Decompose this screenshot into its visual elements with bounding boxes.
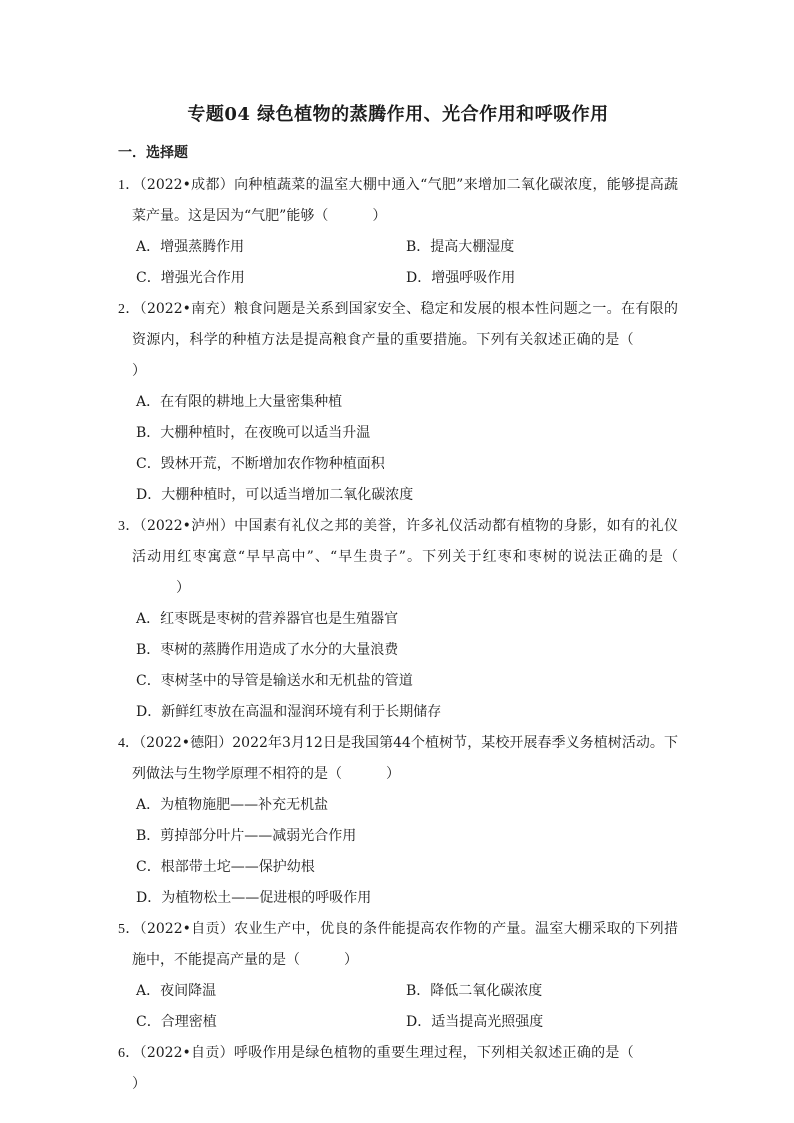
question-stem [118,914,678,976]
option-row [136,1007,678,1038]
question-3 [118,511,678,728]
question-text: （2022•自贡）农业生产中，优良的条件能提高农作物的产量。温室大棚采取的下列措施中，不能提高产量的是（ [132,921,678,968]
option-list [118,232,678,294]
option-row [136,976,678,1007]
option-row [136,697,678,728]
option-row [136,449,678,480]
closing-paren: ） [386,766,400,782]
question-text: （2022•德阳）2022年3月12日是我国第44个植树节，某校开展春季义务植树活动。下列做法与生物学原理不相符的是（ [132,735,678,782]
question-number: 5． [118,922,140,937]
option-row [136,883,678,914]
option-row [136,666,678,697]
question-6 [118,1038,678,1100]
closing-paren: ） [176,580,190,596]
option-b: B．剪掉部分叶片——减弱光合作用 [136,828,357,844]
option-row [136,790,678,821]
option-c: C．毁林开荒，不断增加农作物种植面积 [136,456,385,472]
question-number: 4． [118,736,140,751]
question-text: （2022•自贡）呼吸作用是绿色植物的重要生理过程，下列相关叙述正确的是（ [139,1045,634,1061]
option-b: B．降低二氧化碳浓度 [406,983,543,999]
question-2 [118,294,678,511]
option-c: C．增强光合作用 [136,270,245,286]
question-1 [118,170,678,294]
option-d: D．为植物松土——促进根的呼吸作用 [136,890,372,906]
closing-paren: ） [132,363,146,379]
question-number: 3． [118,519,140,534]
option-row [136,821,678,852]
closing-paren: ） [344,952,358,968]
document-page [118,100,678,1100]
question-text: （2022•泸州）中国素有礼仪之邦的美誉，许多礼仪活动都有植物的身影，如有的礼仪活动用红枣寓意“早早高中”、“早生贵子”。下列关于红枣和枣树的说法正确的是（ [132,518,678,565]
option-d: D．增强呼吸作用 [406,270,516,286]
option-list [118,604,678,728]
option-b: B．大棚种植时，在夜晚可以适当升温 [136,425,371,441]
question-number: 6． [118,1046,140,1061]
question-stem [118,294,678,387]
question-stem [118,1038,678,1100]
question-stem [118,728,678,790]
question-text: （2022•南充）粮食问题是关系到国家安全、稳定和发展的根本性问题之一。在有限的资源内，科学的种植方法是提高粮食产量的重要措施。下列有关叙述正确的是（ [132,301,678,348]
question-stem [118,170,678,232]
option-list [118,976,678,1038]
option-c: C．根部带土坨——保护幼根 [136,859,315,875]
option-row [136,418,678,449]
option-d: D．大棚种植时，可以适当增加二氧化碳浓度 [136,487,414,503]
option-row [136,387,678,418]
option-a: A．为植物施肥——补充无机盐 [136,797,329,813]
option-row [136,635,678,666]
option-row [136,232,678,263]
option-list [118,790,678,914]
option-b: B．提高大棚湿度 [406,239,515,255]
question-5 [118,914,678,1038]
question-number: 2． [118,302,140,317]
closing-paren: ） [132,1076,146,1092]
option-d: D．新鲜红枣放在高温和湿润环境有利于长期储存 [136,704,442,720]
question-number: 1． [118,178,140,193]
option-a: A．夜间降温 [136,983,217,999]
option-c: C．合理密植 [136,1014,217,1030]
option-row [136,480,678,511]
option-list [118,387,678,511]
closing-paren: ） [372,208,387,224]
option-b: B．枣树的蒸腾作用造成了水分的大量浪费 [136,642,399,658]
option-c: C．枣树茎中的导管是输送水和无机盐的管道 [136,673,413,689]
question-list [118,170,678,1100]
question-stem [118,511,678,604]
option-row [136,604,678,635]
option-row [136,263,678,294]
question-text: （2022•成都）向种植蔬菜的温室大棚中通入“气肥”来增加二氧化碳浓度，能够提高蔬菜产量。这是因为“气肥”能够（ [132,177,679,224]
option-a: A．红枣既是枣树的营养器官也是生殖器官 [136,611,399,627]
section-heading: 一．选择题 [118,145,188,161]
option-d: D．适当提高光照强度 [406,1014,544,1030]
question-4 [118,728,678,914]
option-row [136,852,678,883]
document-title: 专题04 绿色植物的蒸腾作用、光合作用和呼吸作用 [187,104,609,125]
option-a: A．增强蒸腾作用 [136,239,245,255]
option-a: A．在有限的耕地上大量密集种植 [136,394,343,410]
